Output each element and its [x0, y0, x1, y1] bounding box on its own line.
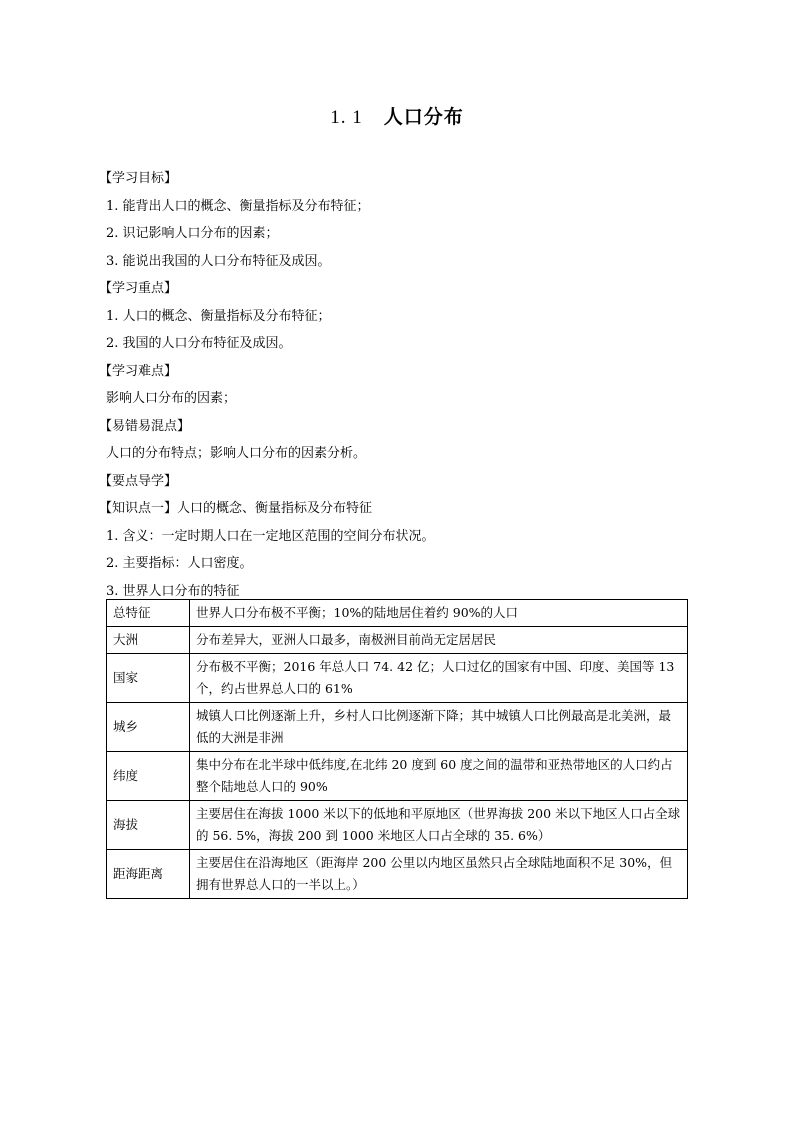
- table-row: [107, 752, 688, 801]
- text-line: 3. 世界人口分布的特征: [106, 583, 240, 599]
- table-row: [107, 801, 688, 850]
- population-distribution-table: [106, 599, 688, 899]
- section-title: 人口分布: [383, 106, 464, 128]
- row-key: 大洲: [107, 627, 190, 654]
- row-key: 距海距离: [107, 850, 190, 899]
- text-line: 3. 能说出我国的人口分布特征及成因。: [106, 253, 331, 269]
- row-value: 分布极不平衡；2016 年总人口 74. 42 亿；人口过亿的国家有中国、印度、美国等 13 个，约占世界总人口的 61%: [190, 654, 688, 703]
- section-heading: 【学习目标】: [99, 171, 178, 186]
- row-value: 集中分布在北半球中低纬度,在北纬 20 度到 60 度之间的温带和亚热带地区的人口约占整个陆地总人口的 90%: [190, 752, 688, 801]
- section-number: 1. 1: [330, 107, 363, 128]
- table-row: [107, 703, 688, 752]
- text-line: 影响人口分布的因素；: [106, 391, 237, 406]
- table-row: [107, 627, 688, 654]
- row-key: 国家: [107, 654, 190, 703]
- section-heading: 【要点导学】: [99, 473, 178, 489]
- row-value: 分布差异大，亚洲人口最多，南极洲目前尚无定居居民: [190, 627, 688, 654]
- text-line: 1. 能背出人口的概念、衡量指标及分布特征；: [106, 198, 370, 214]
- row-value: 主要居住在海拔 1000 米以下的低地和平原地区（世界海拔 200 米以下地区人口占全球的 56. 5%，海拔 200 到 1000 米地区人口占全球的 35. 6%）: [190, 801, 688, 850]
- text-line: 2. 主要指标：人口密度。: [106, 556, 253, 571]
- section-heading: 【学习难点】: [99, 363, 178, 379]
- text-line: 2. 识记影响人口分布的因素；: [106, 226, 279, 241]
- text-line: 人口的分布特点；影响人口分布的因素分析。: [106, 446, 367, 461]
- body-text: [99, 165, 706, 605]
- row-value: 城镇人口比例逐渐上升，乡村人口比例逐渐下降；其中城镇人口比例最高是北美洲，最低的大洲是非洲: [190, 703, 688, 752]
- section-heading: 【学习重点】: [99, 281, 178, 296]
- table-row: [107, 654, 688, 703]
- row-value: 主要居住在沿海地区（距海岸 200 公里以内地区虽然只占全球陆地面积不足 30%，但拥有世界总人口的一半以上。）: [190, 850, 688, 899]
- text-line: 1. 含义：一定时期人口在一定地区范围的空间分布状况。: [106, 528, 435, 544]
- row-value: 世界人口分布极不平衡；10%的陆地居住着约 90%的人口: [190, 600, 688, 627]
- page-title: [0, 102, 794, 129]
- text-line: 2. 我国的人口分布特征及成因。: [106, 336, 292, 351]
- row-key: 纬度: [107, 752, 190, 801]
- section-heading: 【知识点一】人口的概念、衡量指标及分布特征: [99, 501, 373, 516]
- text-line: 1. 人口的概念、衡量指标及分布特征；: [106, 308, 331, 324]
- table-row: [107, 600, 688, 627]
- row-key: 总特征: [107, 600, 190, 627]
- row-key: 海拔: [107, 801, 190, 850]
- row-key: 城乡: [107, 703, 190, 752]
- table-row: [107, 850, 688, 899]
- section-heading: 【易错易混点】: [99, 418, 191, 434]
